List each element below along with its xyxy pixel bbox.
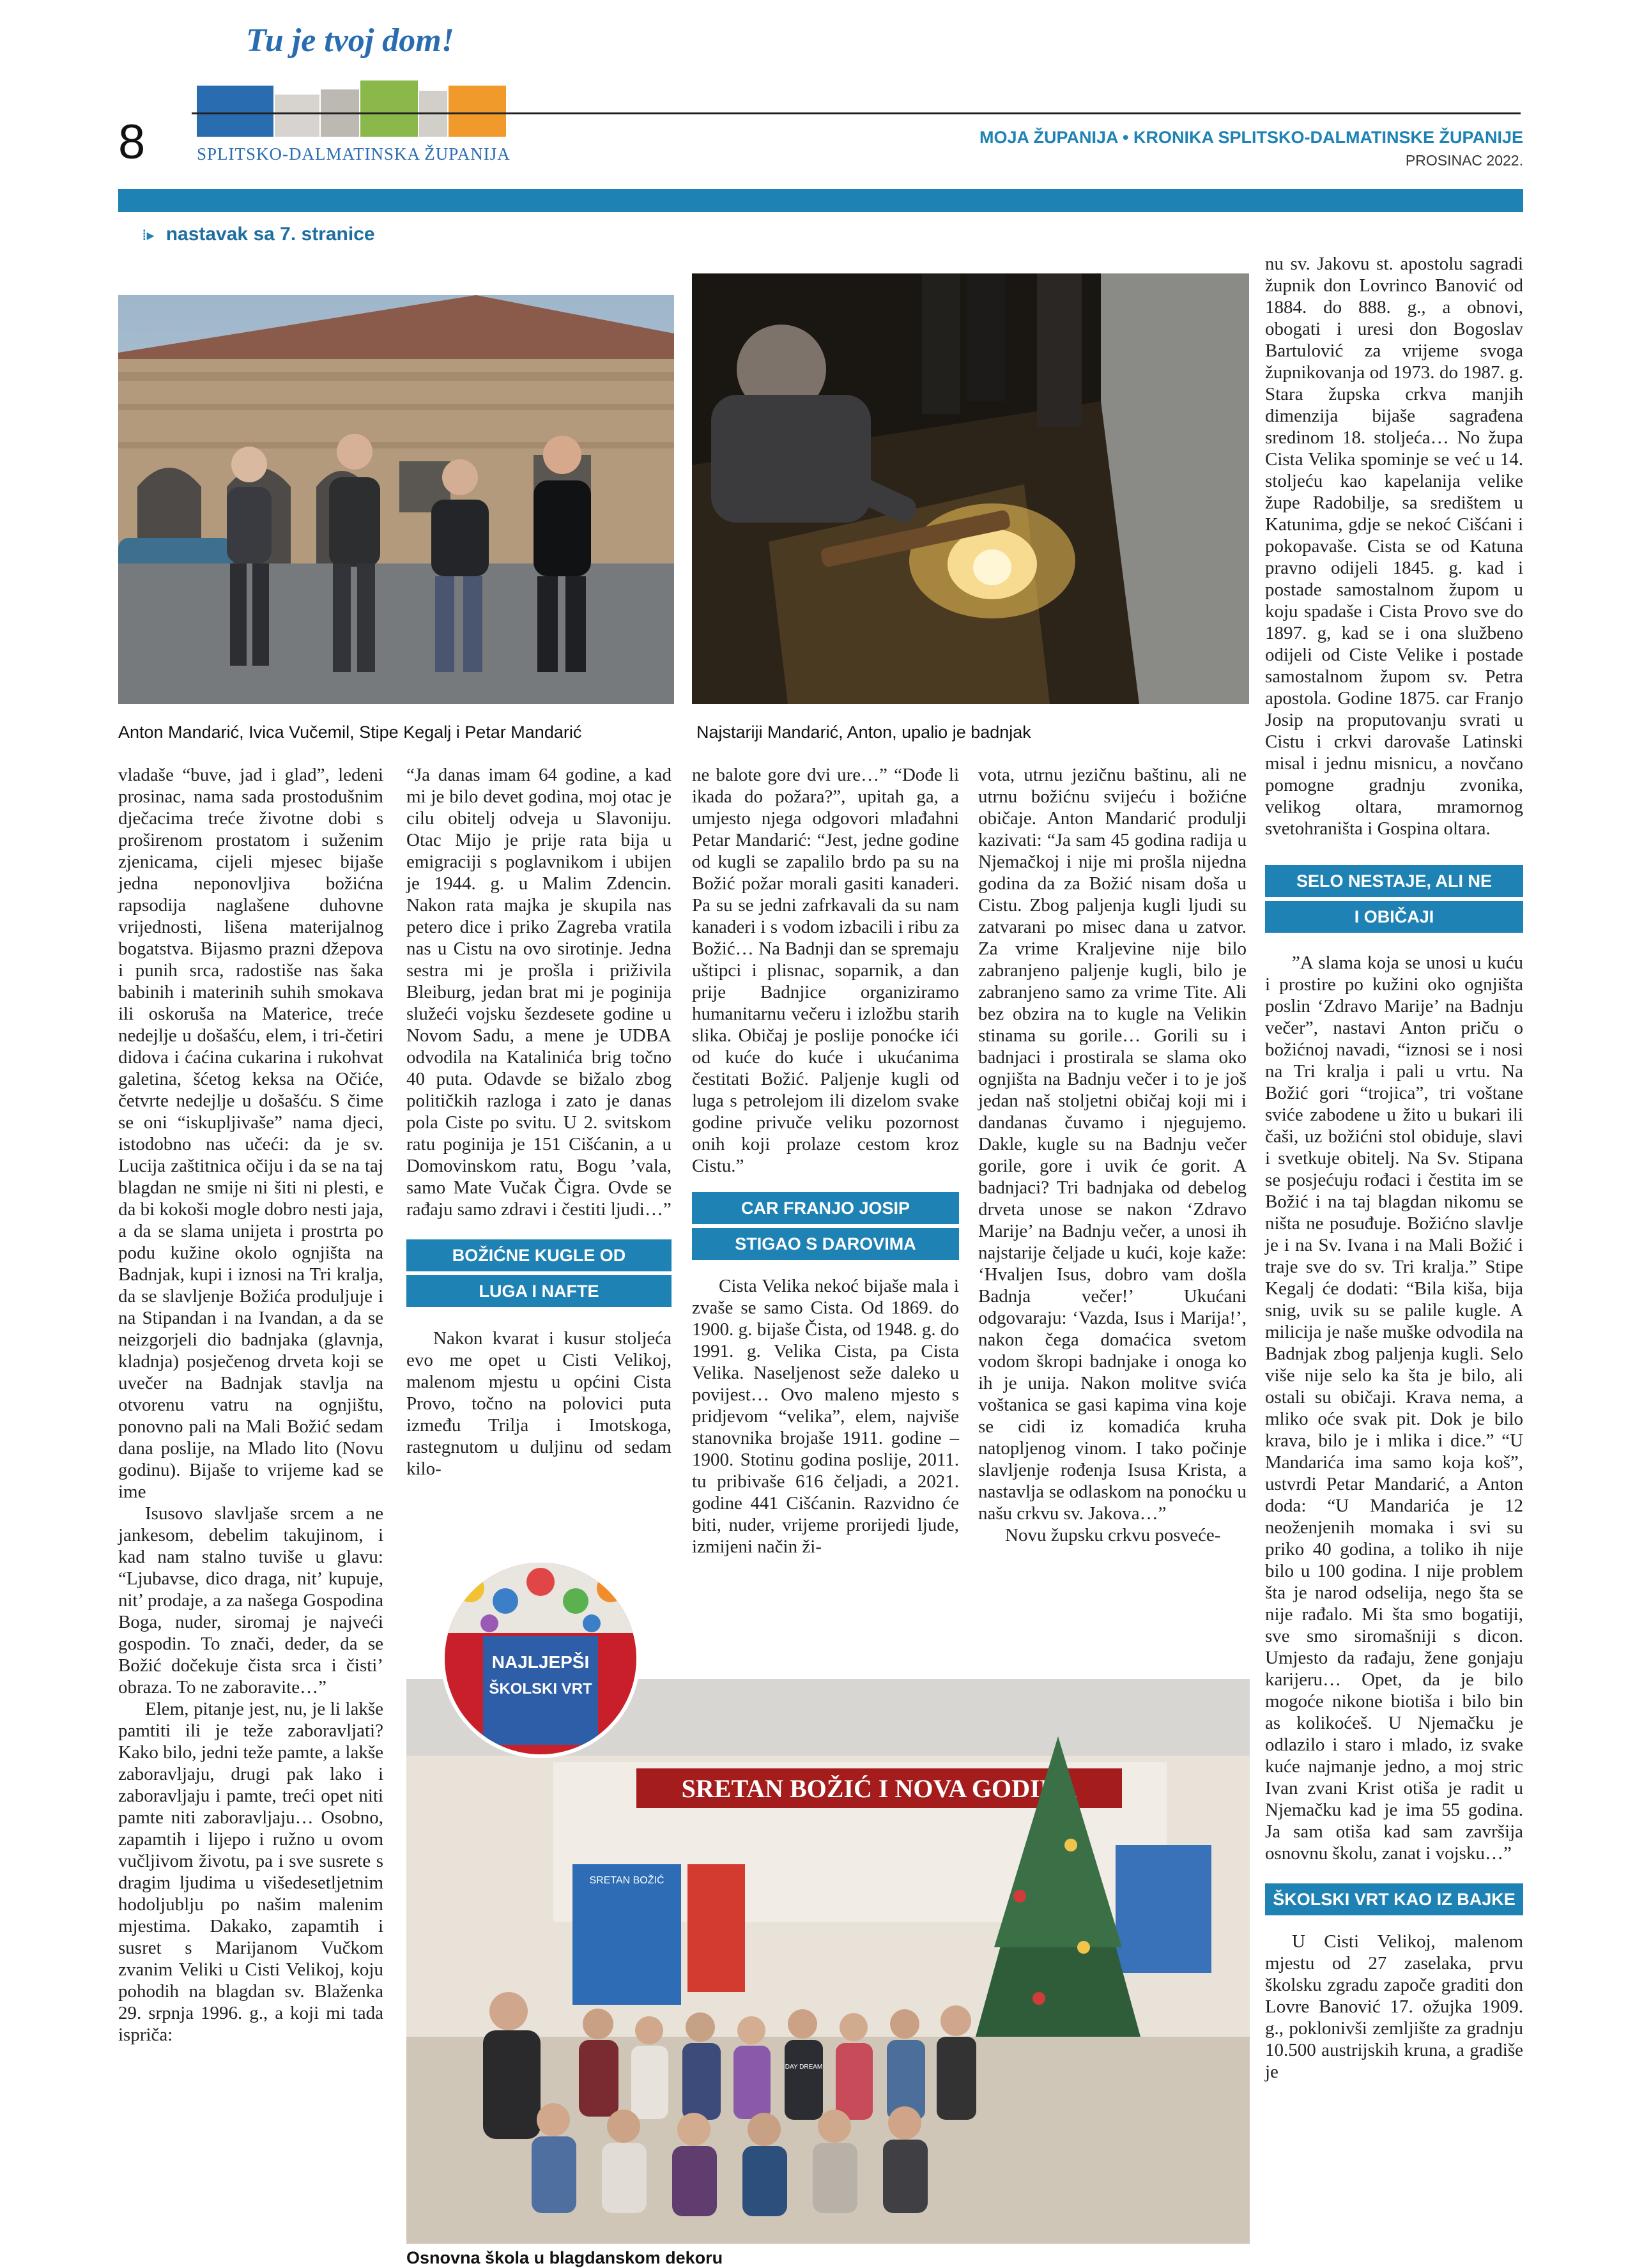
paragraph: Nakon kvarat i kusur stoljeća evo me opet u Cisti Velikoj, malenom mjestu u općini Cista Provo, točno na polovici puta između Trilja i Imotskoga, rastegnutom u duljinu od sedam kilo- <box>406 1328 672 1479</box>
page-number: 8 <box>118 115 146 169</box>
header-band <box>118 189 1523 212</box>
photo-group-portrait <box>118 295 674 704</box>
paragraph: ne balote gore dvi ure…” “Dođe li ikada do požara?”, upitah ga, a umjesto njega odgovori mlađahni Petar Mandarić: “Jest, jedne godine od kugli se zapalilo brdo pa su na Božić požar morali gasiti kanaderi. Pa su se jedni zafrkavali da su nam kanaderi i s vodom izbacili i ribu za Božić… Na Badnji dan se spremaju uštipci i plisnac, soparnik, a dan prije Badnjice organiziramo humanitarnu večeru i izložbu starih slika. Običaj je poslije ponoćke ići od kuće do kuće i ukućanima čestitati Božić. Paljenje kugli od luga s petrolejom ili dizelom svake godine privuče veliku pozornost onih koji prolaze cestom kroz Cistu.” <box>692 765 959 1176</box>
section-heading: BOŽIĆNE KUGLE OD <box>406 1239 672 1271</box>
caption-photo-group: Anton Mandarić, Ivica Vučemil, Stipe Kegalj i Petar Mandarić <box>118 723 582 742</box>
publication-title: MOJA ŽUPANIJA • KRONIKA SPLITSKO-DALMATINSKE ŽUPANIJE <box>979 128 1523 147</box>
caption-photo-badnjak: Najstariji Mandarić, Anton, upalio je badnjak <box>696 723 1031 742</box>
shirt-text: DAY DREAM <box>785 2064 823 2071</box>
caption-photo-school: Osnovna škola u blagdanskom dekoru <box>406 2248 723 2267</box>
paragraph: vota, utrnu jezičnu baštinu, ali ne utrnu božićnu svijeću i božićne običaje. Anton Mandarić produlji kazivati: “Ja sam 45 godina radija u Njemačkoj i nije mi prošla nijedna godina da za Božić nisam doša u Cistu. Zbog paljenja kugli ljudi su zatvarani po misec dana u zatvor. Za vrime Kraljevine nije bilo zabranjeno paljenje kugli, bilo je zabranjeno samo za vrime Tite. Ali bez obzira na to kugle na Velikin stinama su gorile… Gorili su i badnjaci i prostirala se slama oko ognjišta na Badnju večer i to je još jedan naš stoljetni običaj koji mi i dandanas čuvamo i njegujemo. Dakle, kugle su na Badnju večer gorile, gore i uvik će gorit. A badnjaci? Tri badnjaka od debelog drveta unose se nakon ‘Zdravo Marije’ na Badnju večer, a unosi ih najstarije čeljade u kući, koje kaže: ‘Hvaljen Isus, dobro vam došla Badnja večer!’ Ukućani odgovaraju: ‘Vazda, Isus i Marija!’, nakon čega domaćica svetom vodom škropi badnjake i onoga ko ih je unija. Nakon molitve svića voštanica se gasi kapima vina koje se cidi iz komadića kruha natopljenog vinom. I tako počinje slavljenje rođenja Isusa Krista, a nastavlja se odlaskom na ponoćku u našu crkvu sv. Jakova…” <box>978 765 1247 1524</box>
sign-line-2: ŠKOLSKI VRT <box>489 1680 592 1697</box>
paragraph: U Cisti Velikoj, malenom mjestu od 27 zaselaka, prvu školsku zgradu započe graditi don Lovre Banović 17. ožujka 1909. g., poklonivši zemljište za gradnju 10.500 austrijskih kruna, a gradiše je <box>1265 1931 1523 2082</box>
text-column-5 <box>1265 253 1523 2083</box>
continued-from <box>142 224 375 245</box>
section-heading: STIGAO S DAROVIMA <box>692 1228 959 1260</box>
arrow-icon: ⁞▸ <box>142 226 155 244</box>
photo-inset-school-garden <box>441 1559 640 1758</box>
masthead-logo <box>179 22 524 169</box>
photo-school-decor <box>406 1679 1250 2244</box>
section-heading: CAR FRANJO JOSIP <box>692 1192 959 1224</box>
logo-county: SPLITSKO-DALMATINSKA ŽUPANIJA <box>197 144 510 164</box>
paragraph: Novu župsku crkvu posveće- <box>1005 1525 1221 1545</box>
text-column-4 <box>978 764 1247 1546</box>
text-column-3 <box>692 764 959 1558</box>
section-heading: I OBIČAJI <box>1265 901 1523 933</box>
paragraph: vladaše “buve, jad i glad”, ledeni prosinac, nama sada prostodušnim dječacima treće životne dobi s proširenom prostatom i suženim zjenicama, cijeli mjesec bijaše jedna neponovljiva božićna rapsodija naglašene duhovne vrijednosti, lišena materijalnog bogatstva. Bijasmo prazni džepova i punih srca, radostiše nas šaka babinih i materinih suhih smokava ili oskoruša na Materice, treće nedejlje u došašću, elem, i tri-četiri didova i ćaćina cukarina i rukohvat galetina, šćetog keksa na Očiće, četvrte nedejlje u došašću. S čime se oni “iskupljivaše” nama djeci, istodobno nas učeći: da je sv. Lucija zaštitnica očiju i da se na taj blagdan ne smije ni šiti ni plesti, e da bi kokoši mogle dobro nesti jaja, a da se slama unijeta i prostrta po podu kužine okolo ognjišta na Badnjak, kupi i iznosi na Tri kralja, da se slavljenje Božića produljuje i na Stipandan i na Ivandan, a da se neizgorjeli dio badnjaka (glavnja, kladnja) posječenog drveta koji se uvečer na Badnjak stavlja na otvorenu vatru na ognjištu, ponovno pali na Mali Božić sedam dana poslije, na Mlado lito (Novu godinu). Bijaše to vrijeme kad se ime <box>118 765 383 1502</box>
paragraph: Elem, pitanje jest, nu, je li lakše pamtiti ili je teže zaboravljati? Kako bilo, jedni teže pamte, a lakše zaboravljaju, drugi pak lako i zaboravljaju i pamte, treći opet niti pamte niti zaboravljaju… Osobno, zapamtih i lijepo i ružno u ovom vučljivom životu, pa i sve susrete s dragim ljudima u višedesetljetnim hodoljublju po našim malenim mjestima. Dakako, zapamtih i susret s Marijanom Vučkom zvanim Veliki u Cisti Velikoj, koju pohodih na blagdan sv. Blaženka 29. srpnja 1996. g., a koji mi tada ispriča: <box>118 1699 383 2045</box>
section-heading: LUGA I NAFTE <box>406 1275 672 1307</box>
header-rule <box>192 112 1521 114</box>
text-column-1 <box>118 764 383 2046</box>
board-text: SRETAN BOŽIĆ <box>589 1875 664 1886</box>
section-heading: ŠKOLSKI VRT KAO IZ BAJKE <box>1265 1883 1523 1915</box>
paragraph: “Ja danas imam 64 godine, a kad mi je bilo devet godina, moj otac je cilu obitelj odveja u Slavoniju. Otac Mijo je prije rata bija u emigraciji s poglavnikom i ubijen je 1944. g. u Malim Zdencin. Nakon rata majka je skupila nas petero dice i priko Zagreba vratila nas u Cistu na ovo sirotinje. Jedna sestra mi je prošla i priživila Bleiburg, jedan brat mi je poginija služeći vojsku šezdesete godine u Novom Sadu, a mene je UDBA odvodila na Katalinića brig točno 40 puta. Odavde se bižalo zbog političkih razloga i zato je danas pola Ciste po svitu. U 2. svitskom ratu poginija je 151 Cišćanin, a u Domovinskom ratu, Bogu ’vala, samo Mate Vučak Čigra. Ovde se rađaju samo zdravi i čestiti ljudi…” <box>406 765 672 1220</box>
sign-line-1: NAJLJEPŠI <box>491 1652 590 1672</box>
photo-badnjak-fire <box>692 273 1249 704</box>
paragraph: Cista Velika nekoć bijaše mala i zvaše se samo Cista. Od 1869. do 1900. g. bijaše Čista, od 1948. g. do 1991. g. Velika Cista, pa Cista Velika. Naseljenost seže daleko u povijest… Ovo maleno mjesto s pridjevom “velika”, elem, najviše stanovnika brojaše 1911. godine – 1900. Stotinu godina poslije, 2011. tu pribivaše 616 čeljadi, a 2021. godine 441 Cišćanin. Razvidno će biti, nuder, vrijeme prorijedi ljude, izmijeni način ži- <box>692 1276 959 1557</box>
paragraph: ”A slama koja se unosi u kuću i prostire po kužini oko ognjišta poslin ‘Zdravo Marije’ na Badnju večer”, nastavi Anton priču o božićnoj navadi, “iznosi se i nosi na Tri kralja i pali u vrtu. Na Božić gori “trojica”, tri voštane sviće zabodene u žito u bukari ili čaši, uz božićni stol obiduje, slavi i svetkuje obitelj. Na Sv. Stipana se posjećuju rođaci i čestita im se Božić i na taj blagdan nikomu se ništa ne posuđuje. Božićno slavlje je i na Sv. Ivana i na Mali Božić i traje sve do sv. Tri kralja.” Stipe Kegalj će dodati: “Bila kiša, bija snig, uvik su se palile kugle. A milicija je naše muške odvodila na Badnjak zbog paljenja kugli. Selo više nije selo ka šta je bilo, ali ostali su običaji. Krava nema, a mliko oće svak pit. Dok je bilo krava, bilo je i mlika i dice.” “U Mandarića ima samo koja koš”, ustvrdi Petar Mandarić, a Anton doda: “U Mandarića je 12 neoženjenih momaka i svi su priko 40 godina, a toliko ih nije bilo u 100 godina. I nije problem šta je narod odselija, nego šta se nije rađalo. Mi šta smo bogatiji, sve smo siromašniji s dicon. Umjesto da rađaju, žene gonjaju karijeru… Opet, da je bilo mogoće nikone biotiša i bilo bin as kolikoćeš. U Njemačku je odlazilo i staro i mlado, iz svake kuće najmanje jedno, a moj stric Ivan zvani Krist otiša je radit u Njemačku kad je ima 55 godina. Ja sam otiša kad sam završija osnovnu školu, zanat i vojsku…” <box>1265 953 1523 1864</box>
issue-date: PROSINAC 2022. <box>1405 152 1523 169</box>
text-column-2 <box>406 764 672 1480</box>
continued-label: nastavak sa 7. stranice <box>165 224 375 245</box>
paragraph: nu sv. Jakovu st. apostolu sagradi župnik don Lovrinco Banović od 1884. do 888. g., a obnovi, obogati i uresi don Bogoslav Bartulović za vrijeme svoga župnikovanja od 1973. do 1987. g. Stara župska crkva manjih dimenzija bijaše sagrađena sredinom 18. stoljeća… No župa Cista Velika spominje se već u 14. stoljeću kao kapelanija velike župe Radobilje, sa središtem u Katunima, gdje se nekoć Cišćani i pokopavaše. Cista se od Katuna pravno odijeli 1845. g. kad i postade samostalnom župom u koju spadaše i Cista Provo sve do 1897. g, kad se i ona službeno odijeli od Ciste Velike i postade samostalnom župom sv. Petra apostola. Godine 1875. car Franjo Josip na proputovanju svrati u Cistu i crkvi darovaše Latinski misal i jednu misnicu, a novčano pomogne gradnju zvonika, velikog oltara, mramornog svetohraništa i Gospina oltara. <box>1265 254 1523 839</box>
banner-text: SRETAN BOŽIĆ I NOVA GODINA <box>681 1774 1077 1803</box>
paragraph: Isusovo slavljaše srcem a ne jankesom, debelim takujinom, i kad nam stalno tuviše u glavu: “Ljubavse, dico draga, nit’ kupuje, nit’ prodaje, a za našega Gospodina Boga, nuder, siromaj je najveći gospodin. To znači, deder, da se Božić dočekuje čista srca i čisti’ obraza. To ne zaboravite…” <box>118 1503 383 1697</box>
section-heading: SELO NESTAJE, ALI NE <box>1265 865 1523 897</box>
logo-slogan: Tu je tvoj dom! <box>246 22 454 59</box>
